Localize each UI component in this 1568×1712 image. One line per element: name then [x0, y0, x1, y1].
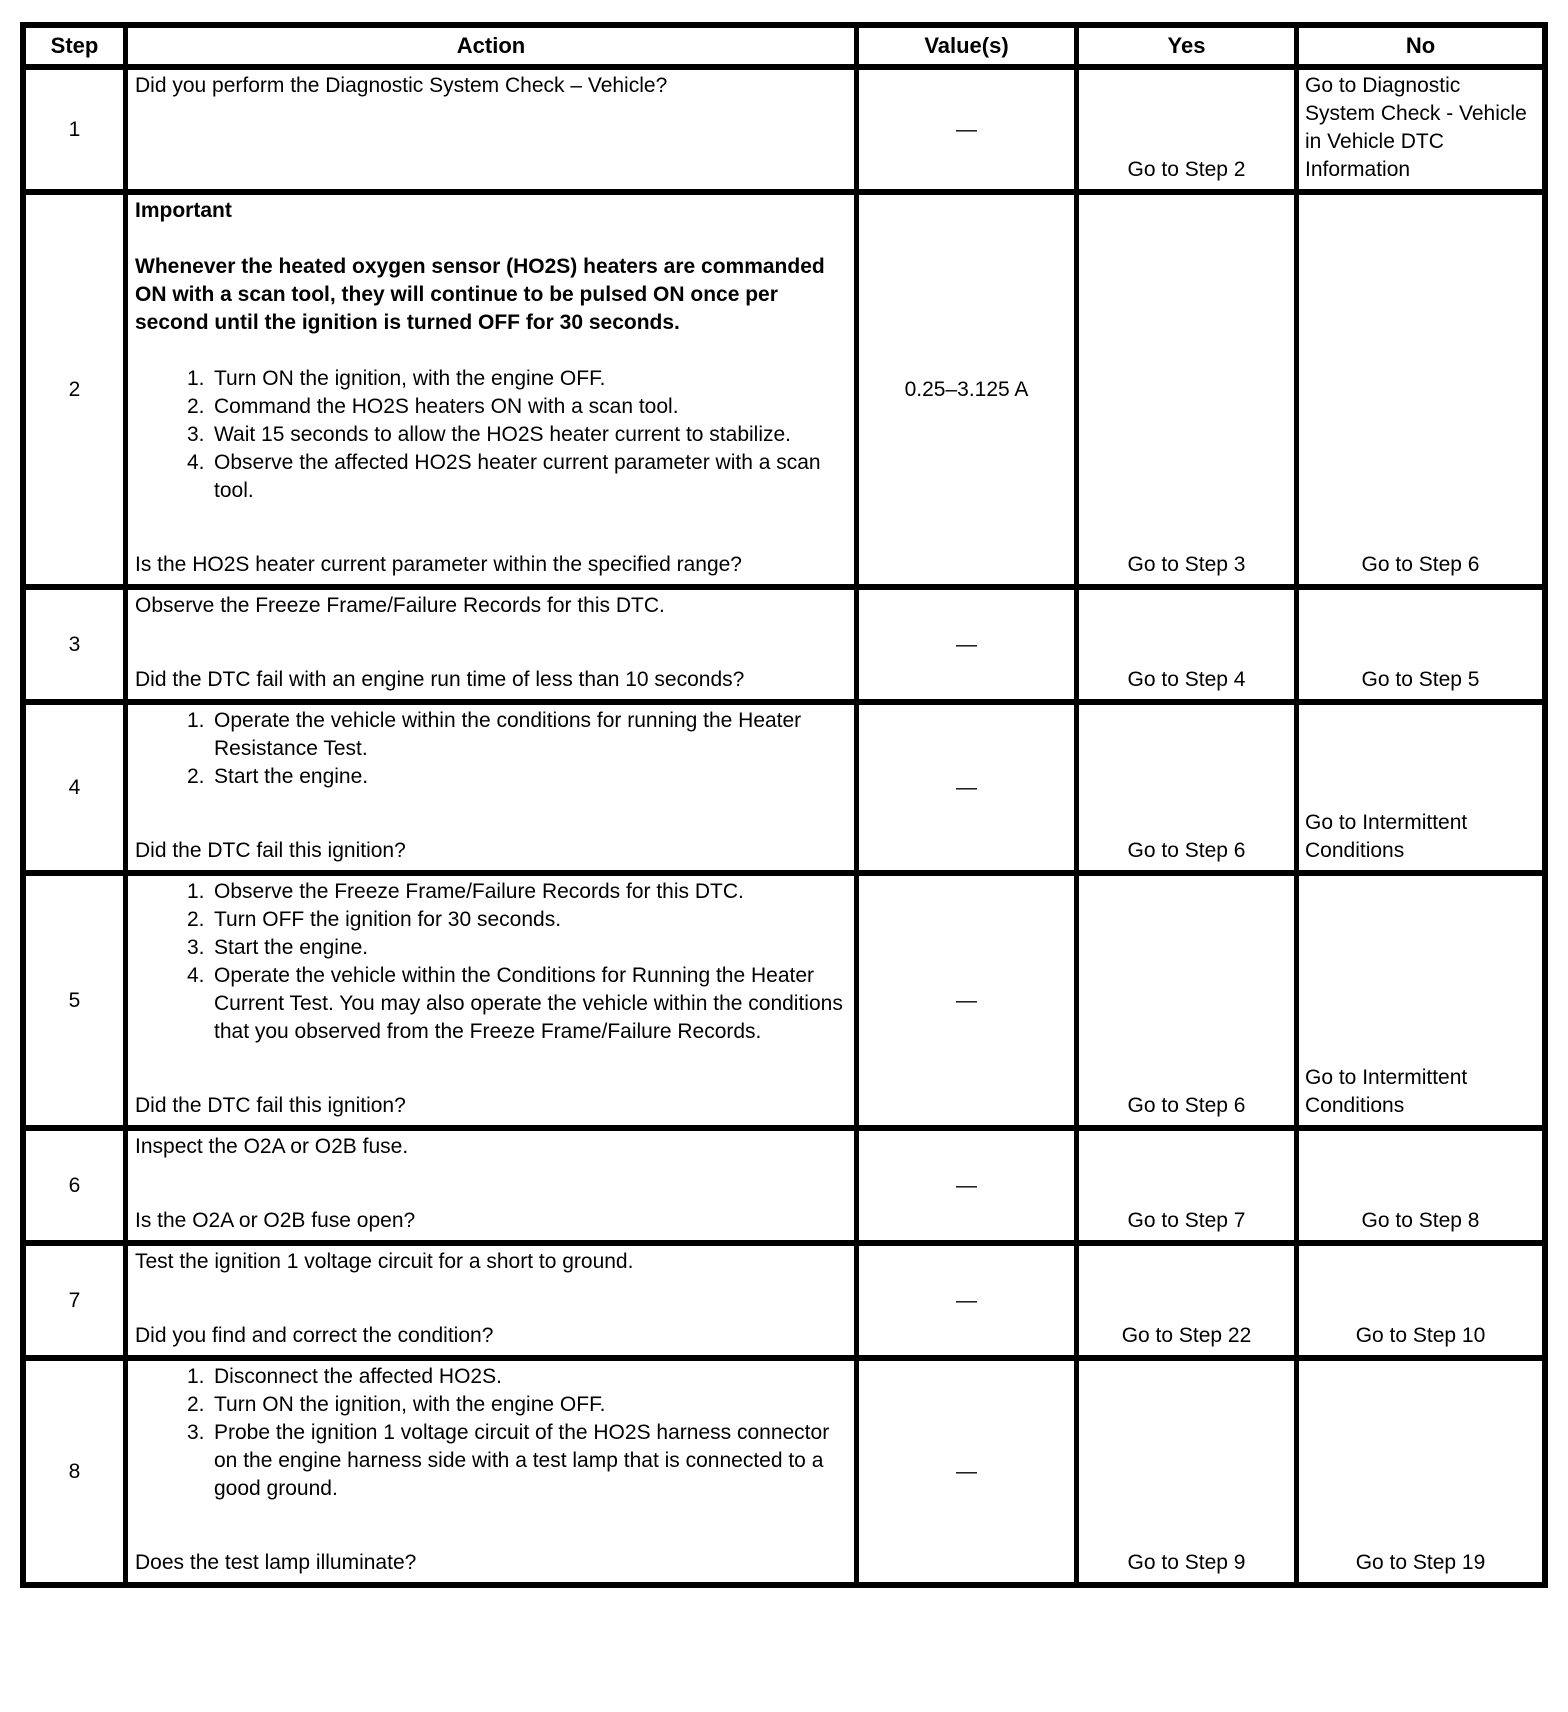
action-question: Did the DTC fail with an engine run time of less than 10 seconds? [135, 668, 745, 691]
step-number-cell: 3 [26, 584, 123, 699]
list-item-number: 3. [187, 936, 205, 959]
list-item [135, 906, 846, 934]
list-item-number: 2. [187, 395, 205, 418]
list-item [135, 393, 846, 421]
column-header-no: No [1294, 28, 1542, 64]
column-header-yes: Yes [1074, 28, 1294, 64]
list-item-text: Start the engine. [214, 765, 369, 788]
step-number-cell: 4 [26, 699, 123, 870]
step-number-cell: 2 [26, 189, 123, 584]
action-important-note: Important [135, 199, 232, 222]
list-item [135, 365, 846, 393]
list-item [135, 934, 846, 962]
list-item-number: 2. [187, 765, 205, 788]
list-item-text: Turn OFF the ignition for 30 seconds. [214, 908, 562, 931]
list-item [135, 449, 846, 505]
action-cell [123, 699, 854, 870]
list-item-text: Observe the Freeze Frame/Failure Records for this DTC. [214, 880, 744, 903]
list-item-number: 1. [187, 1365, 205, 1388]
list-item [135, 1391, 846, 1419]
list-item-number: 4. [187, 964, 205, 987]
column-header-action: Action [123, 28, 854, 64]
diagnostic-table [20, 22, 1548, 1588]
step-number-cell: 1 [26, 64, 123, 189]
value-cell: — [854, 1355, 1074, 1582]
action-question: Does the test lamp illuminate? [135, 1551, 417, 1574]
action-cell [123, 584, 854, 699]
list-item-text: Turn ON the ignition, with the engine OFF. [214, 367, 606, 390]
list-item [135, 1363, 846, 1391]
list-item-text: Operate the vehicle within the Conditions for Running the Heater Current Test. You may also operate the vehicle within the conditions that you observed from the Freeze Frame/Failure Records. [214, 964, 843, 1043]
no-cell: Go to Step 10 [1294, 1240, 1542, 1355]
list-item [135, 878, 846, 906]
step-number-cell: 6 [26, 1125, 123, 1240]
no-cell: Go to Intermittent Conditions [1294, 870, 1542, 1125]
list-item-text: Command the HO2S heaters ON with a scan tool. [214, 395, 679, 418]
no-cell: Go to Intermittent Conditions [1294, 699, 1542, 870]
list-item-text: Start the engine. [214, 936, 369, 959]
no-cell: Go to Step 5 [1294, 584, 1542, 699]
list-item-text: Observe the affected HO2S heater current parameter with a scan tool. [214, 451, 821, 502]
no-cell: Go to Diagnostic System Check - Vehicle in Vehicle DTC Information [1294, 64, 1542, 189]
list-item-number: 4. [187, 451, 205, 474]
action-text: Inspect the O2A or O2B fuse. [135, 1135, 409, 1158]
yes-cell: Go to Step 7 [1074, 1125, 1294, 1240]
list-item-number: 1. [187, 880, 205, 903]
action-cell [123, 870, 854, 1125]
action-cell [123, 64, 854, 189]
action-important-note: Whenever the heated oxygen sensor (HO2S) heaters are commanded ON with a scan tool, they will continue to be pulsed ON once per second until the ignition is turned OFF for 30 seconds. [135, 255, 825, 334]
action-question: Did the DTC fail this ignition? [135, 1094, 406, 1117]
yes-cell: Go to Step 6 [1074, 870, 1294, 1125]
yes-cell: Go to Step 2 [1074, 64, 1294, 189]
value-cell: — [854, 1125, 1074, 1240]
action-cell [123, 1125, 854, 1240]
action-question: Is the HO2S heater current parameter within the specified range? [135, 553, 742, 576]
list-item [135, 421, 846, 449]
action-list [135, 707, 846, 791]
value-cell: — [854, 1240, 1074, 1355]
step-number-cell: 5 [26, 870, 123, 1125]
action-text: Did you perform the Diagnostic System Check – Vehicle? [135, 74, 668, 97]
value-cell: — [854, 870, 1074, 1125]
yes-cell: Go to Step 9 [1074, 1355, 1294, 1582]
action-text: Test the ignition 1 voltage circuit for a short to ground. [135, 1250, 634, 1273]
action-text: Observe the Freeze Frame/Failure Records for this DTC. [135, 594, 665, 617]
list-item-text: Probe the ignition 1 voltage circuit of the HO2S harness connector on the engine harness side with a test lamp that is connected to a good ground. [214, 1421, 830, 1500]
step-number-cell: 8 [26, 1355, 123, 1582]
list-item-number: 2. [187, 1393, 205, 1416]
list-item [135, 962, 846, 1046]
yes-cell: Go to Step 4 [1074, 584, 1294, 699]
yes-cell: Go to Step 3 [1074, 189, 1294, 584]
yes-cell: Go to Step 6 [1074, 699, 1294, 870]
list-item-text: Turn ON the ignition, with the engine OFF. [214, 1393, 606, 1416]
value-cell: 0.25–3.125 A [854, 189, 1074, 584]
no-cell: Go to Step 6 [1294, 189, 1542, 584]
list-item-text: Disconnect the affected HO2S. [214, 1365, 502, 1388]
action-list [135, 1363, 846, 1503]
action-cell [123, 1240, 854, 1355]
action-list [135, 878, 846, 1046]
no-cell: Go to Step 8 [1294, 1125, 1542, 1240]
list-item-text: Operate the vehicle within the conditions for running the Heater Resistance Test. [214, 709, 802, 760]
list-item-number: 1. [187, 367, 205, 390]
action-list [135, 365, 846, 505]
list-item-number: 3. [187, 423, 205, 446]
column-header-values: Value(s) [854, 28, 1074, 64]
yes-cell: Go to Step 22 [1074, 1240, 1294, 1355]
list-item [135, 763, 846, 791]
value-cell: — [854, 699, 1074, 870]
step-number-cell: 7 [26, 1240, 123, 1355]
column-header-step: Step [26, 28, 123, 64]
value-cell: — [854, 64, 1074, 189]
list-item-number: 2. [187, 908, 205, 931]
list-item-text: Wait 15 seconds to allow the HO2S heater current to stabilize. [214, 423, 792, 446]
action-cell [123, 189, 854, 584]
list-item [135, 1419, 846, 1503]
list-item-number: 1. [187, 709, 205, 732]
action-cell [123, 1355, 854, 1582]
action-question: Did you find and correct the condition? [135, 1324, 494, 1347]
list-item-number: 3. [187, 1421, 205, 1444]
action-question: Is the O2A or O2B fuse open? [135, 1209, 416, 1232]
list-item [135, 707, 846, 763]
no-cell: Go to Step 19 [1294, 1355, 1542, 1582]
action-question: Did the DTC fail this ignition? [135, 839, 406, 862]
value-cell: — [854, 584, 1074, 699]
